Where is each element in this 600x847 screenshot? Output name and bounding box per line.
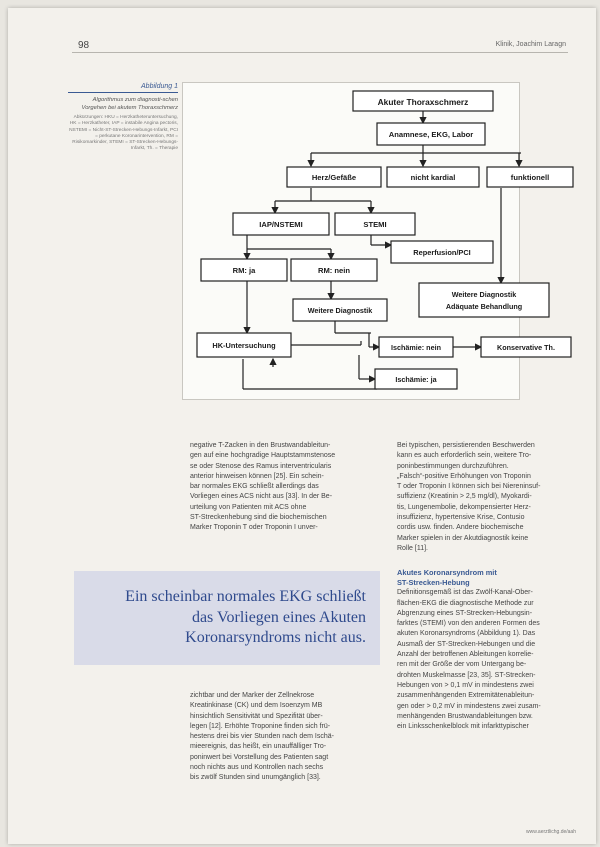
text-line: ein Linksschenkelblock mit infarkttypischer [397,723,529,731]
flowchart [183,83,555,399]
text-line: Rolle [11]. [397,544,428,552]
text-line: legen [12]. Erhöhte Troponine finden sich frü- [190,722,331,730]
label-weitere-diag2-l2: Adäquate Behandlung [445,302,523,311]
label-stemi: STEMI [363,220,387,229]
text-line: urteilung von Patienten mit ACS ohne [190,503,307,511]
text-line: ren mit der Größe der vom Untergang be- [397,661,527,669]
label-akut: Akuter Thoraxschmerz [377,97,469,107]
text-line: T oder Troponin I können sich bei Niereninsuf- [397,483,541,491]
node-weitere-diag2 [419,283,549,317]
text-line: Kreatinkinase (CK) und dem Isoenzym MB [190,702,323,710]
page-number: 98 [78,40,90,51]
label-rm-nein: RM: nein [317,266,351,275]
running-title: Klinik, Joachim Laragn [495,41,566,48]
text-line: ST-Streckenhebung sind die biochemischen [190,514,327,522]
pull-quote-line: Koronarsyndroms nicht aus. [185,629,366,646]
text-line: Hebungen von > 0,1 mV in mindestens zwei [397,681,534,689]
section-heading-line: ST-Strecken-Hebung [397,578,470,588]
label-nicht-kardial: nicht kardial [410,173,456,182]
page-footer: www.aerztlichg.de/aah [525,829,576,835]
text-line: suffizienz (Kreatinin > 2,5 mg/dl), Myokardi- [397,493,532,501]
text-line: se oder Stenose des Ramus interventricularis [190,462,332,470]
caption-abbreviations: Abkürzungen: HKU = Herzkatheteruntersuchung, HK = Herzkatheter, IAP = instabile Angina pectoris, NSTEMI = Nicht-ST-Strecken-Hebungs-Infarkt, PCI = perkutane Koronarintervention, RM = Risikomarkinder, STEMI = ST-Strecken-Hebungs-Infarkt, Th. = Therapie [69,115,178,152]
section-heading-line: Akutes Koronarsyndrom mit [397,568,497,578]
text-line: Abgrenzung eines ST-Strecken-Hebungsin- [397,609,533,617]
text-line: bar normales EKG schließt allerdings das [190,483,319,491]
caption-label: Abbildung 1 [68,83,178,93]
pull-quote [76,587,366,649]
text-line: bis zwölf Stunden sind unumgänglich [33]. [190,774,321,782]
pull-quote-line: Ein scheinbar normales EKG schließt [125,588,366,605]
body-column-left-top [190,441,380,534]
text-line: Ausmaß der ST-Strecken-Hebungen und die [397,640,536,648]
caption-description: Algorithmus zum diagnosti-schen Vorgehen bei akutem Thoraxschmerz [81,97,178,111]
text-line: akuten Koronarsyndroms (Abbildung 1). Das [397,630,536,638]
label-herz: Herz/Gefäße [311,173,357,182]
text-line: poninbestimmungen durchzuführen. [397,462,509,470]
text-line: zichtbar und der Marker der Zellnekrose [190,692,315,699]
text-line: kann es auch erforderlich sein, weitere Tro- [397,452,532,460]
text-line: cordis usw. finden. Andere biochemische [397,524,524,532]
text-line: Vorliegen eines ACS nicht aus [33]. In der Be- [190,493,333,501]
label-funktionell: funktionell [510,173,550,182]
body-column-right [397,441,587,732]
text-line: mieereignis, das heißt, ein unauffälliger Tro- [190,743,327,751]
label-hk: HK-Untersuchung [212,341,276,350]
pull-quote-line: das Vorliegen eines Akuten [191,608,366,626]
text-line: noch nichts aus und Kontrollen nach sechs [190,764,324,772]
text-line: farktes (STEMI) von den anderen Formen des [397,620,540,628]
label-isch-ja: Ischämie: ja [395,375,437,384]
text-line: Marker Troponin T oder Troponin I unver- [190,524,318,532]
text-line: Anzahl der betroffenen Ableitungen korrelie- [397,651,534,659]
text-line: anterior hinweisen können [25]. Ein schein- [190,472,324,480]
label-anamnese: Anamnese, EKG, Labor [388,130,474,139]
text-line: hinsichtlich Sensitivität und Spezifität über- [190,712,323,720]
text-line: Bei typischen, persistierenden Beschwerden [397,442,535,449]
text-line: poninwert bei Vorstellung des Patienten sagt [190,753,329,761]
header-rule [72,52,568,53]
section-heading [397,568,587,588]
text-line: insuffizienz, hypertensive Krise, Contusio [397,514,525,522]
text-line: flächen-EKG die diagnostische Methode zur [397,599,534,607]
text-line: „Falsch“-positive Erhöhungen von Troponin [397,472,531,480]
text-line: Marker spielen in der Akutdiagnostik keine [397,534,529,542]
text-line: menhängenden Brustwandableitungen bzw. [397,712,533,720]
text-line: gen auf eine hochgradige Hauptstammstenose [190,452,336,460]
text-line: drohten Muskelmasse [23, 35]. ST-Strecken- [397,671,536,679]
label-reperfusion: Reperfusion/PCI [413,248,471,257]
label-isch-nein: Ischämie: nein [391,343,441,352]
flowchart-figure [182,82,555,400]
text-line: tis, Lungenembolie, dekompensierter Herz- [397,503,531,511]
body-column-left-bottom [190,691,380,784]
label-konservativ: Konservative Th. [497,343,555,352]
label-weitere-diag: Weitere Diagnostik [307,306,373,315]
label-rm-ja: RM: ja [232,266,256,275]
label-weitere-diag2-l1: Weitere Diagnostik [451,290,517,299]
text-line: gen oder > 0,2 mV in mindestens zwei zusam- [397,702,541,710]
text-line: hestens drei bis vier Stunden nach dem Ischä- [190,733,334,741]
label-iap: IAP/NSTEMI [259,220,303,229]
figure-caption [68,83,178,153]
pull-quote-box [74,571,380,665]
text-line: zusammenhängenden Extremitätenableitun- [397,692,535,700]
text-line: Definitionsgemäß ist das Zwölf-Kanal-Ober- [397,589,533,597]
text-line: negative T-Zacken in den Brustwandableitun- [190,442,331,449]
